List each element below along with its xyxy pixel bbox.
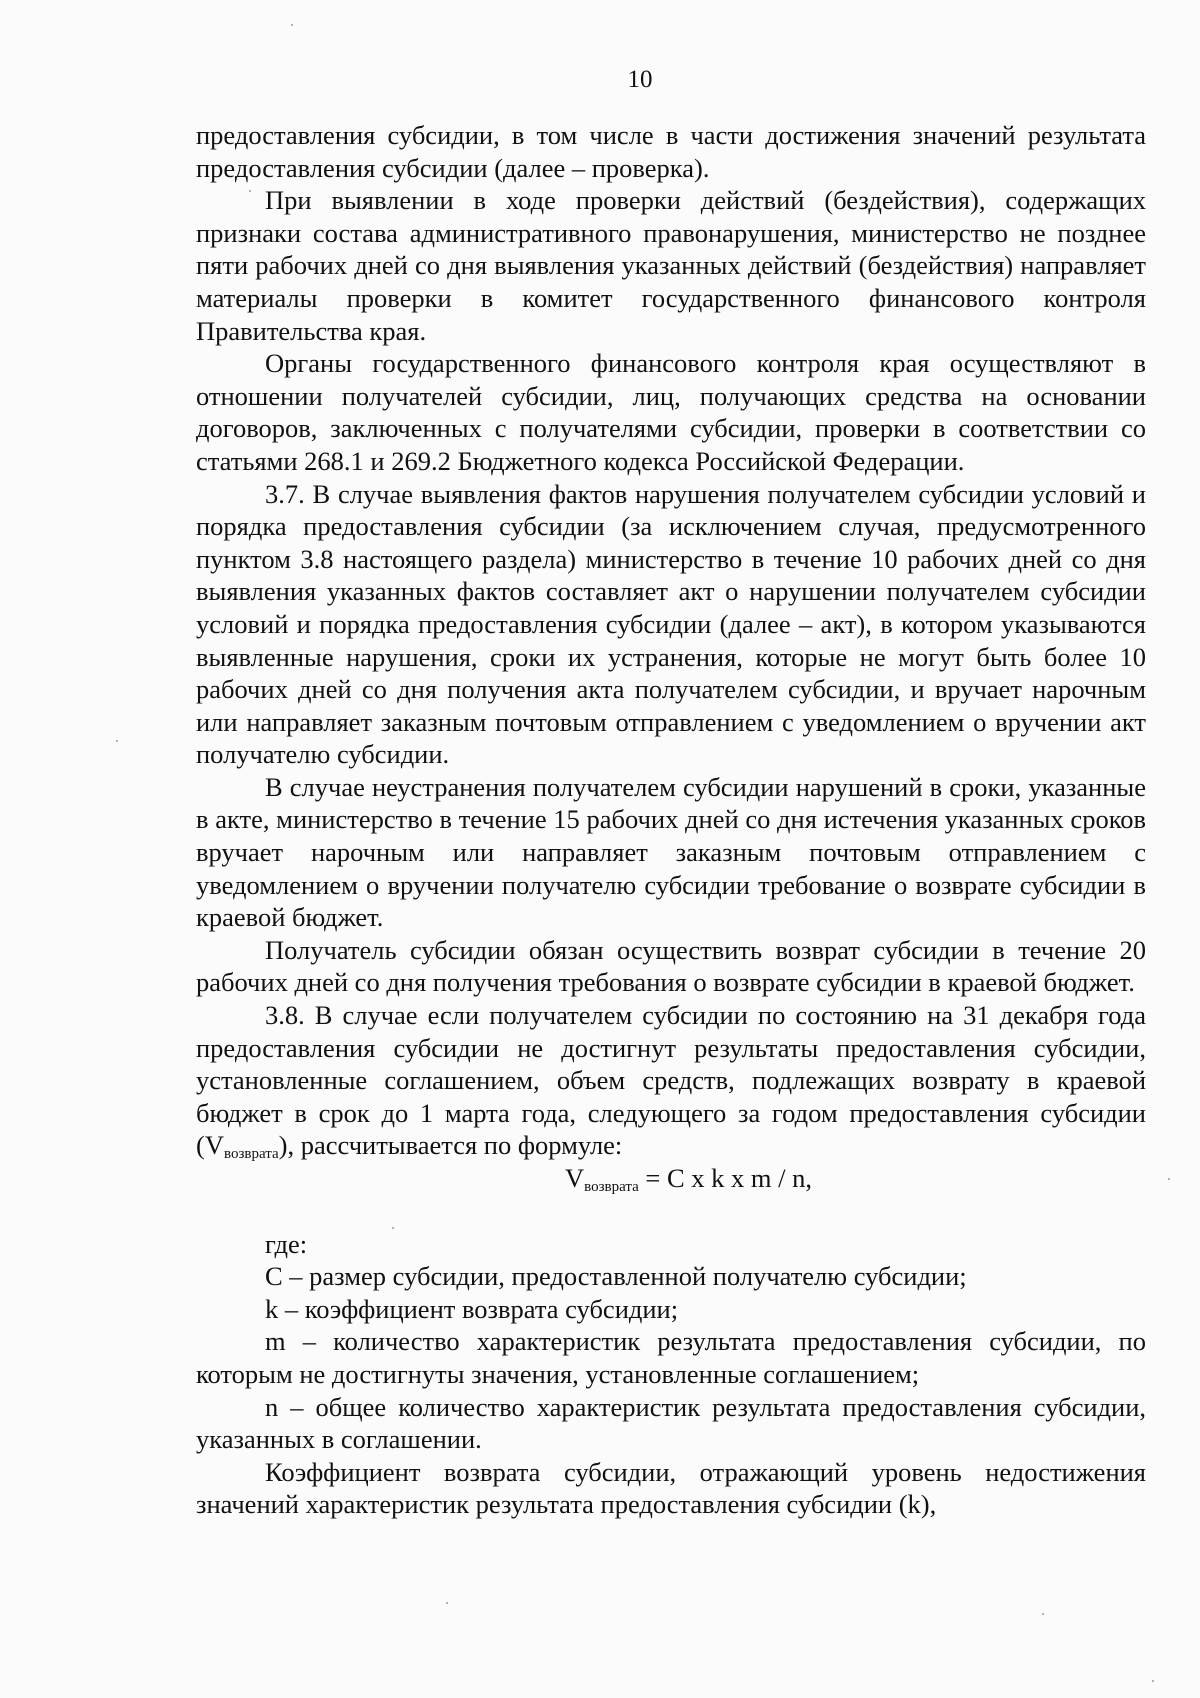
page-number: 10	[627, 66, 653, 93]
scan-speck	[249, 190, 251, 192]
scan-speck	[1152, 1680, 1154, 1682]
paragraph-3-8-subscript: возврата	[223, 1146, 279, 1163]
document-body	[196, 119, 1146, 1521]
formula-expression: = C x k x m / n,	[638, 1163, 813, 1193]
legend-k: k – коэффициент возврата субсидии;	[265, 1293, 679, 1324]
paragraph-financial-control: Органы государственного финансового контроля края осуществляют в отношении получателей субсидии, лиц, получающих средства на основании договоров, заключенных с получателями субсидии, проверки в соответствии со статьями 268.1 и 269.2 Бюджетного кодекса Российской Федерации.	[196, 348, 1146, 476]
paragraph-3-8-text-after: ), рассчитывается по формуле:	[278, 1130, 623, 1161]
refund-formula	[196, 1162, 1146, 1195]
legend-c: C – размер субсидии, предоставленной получателю субсидии;	[265, 1261, 967, 1292]
legend-where: где:	[265, 1228, 308, 1259]
paragraph-verification-end: предоставления субсидии, в том числе в части достижения значений результата предоставления субсидии (далее – проверка).	[196, 120, 1146, 183]
legend-m: m – количество характеристик результата предоставления субсидии, по которым не достигнуты значения, установленные соглашением;	[196, 1326, 1146, 1389]
paragraph-administrative-offense: При выявлении в ходе проверки действий (бездействия), содержащих признаки состава административного правонарушения, министерство не позднее пяти рабочих дней со дня выявления указанных действий (бездействия) направляет материалы проверки в комитет государственного финансового контроля Правительства края.	[196, 185, 1146, 346]
scan-speck	[446, 1602, 448, 1604]
paragraph-refund-demand: В случае неустранения получателем субсидии нарушений в сроки, указанные в акте, министерство в течение 15 рабочих дней со дня истечения указанных сроков вручает нарочным или направляет заказным почтовым отправлением с уведомлением о вручении получателю субсидии требование о возврате субсидии в краевой бюджет.	[196, 771, 1146, 933]
scan-speck	[116, 740, 118, 742]
paragraph-3-8-refund-volume	[196, 999, 1146, 1162]
paragraph-3-7-violation-act: 3.7. В случае выявления фактов нарушения получателем субсидии условий и порядка предоставления субсидии (за исключением случая, предусмотренного пунктом 3.8 настоящего раздела) министерство в течение 10 рабочих дней со дня выявления указанных фактов составляет акт о нарушении получателем субсидии условий и порядка предоставления субсидии (далее – акт), в котором указываются выявленные нарушения, сроки их устранения, которые не могут быть более 10 рабочих дней со дня получения акта получателем субсидии, и вручает нарочным или направляет заказным почтовым отправлением с уведомлением о вручении акт получателю субсидии.	[196, 478, 1146, 770]
scan-speck	[1042, 1613, 1044, 1615]
legend-n: n – общее количество характеристик результата предоставления субсидии, указанных в соглашении.	[196, 1391, 1146, 1455]
paragraph-refund-coefficient: Коэффициент возврата субсидии, отражающий уровень недостижения значений характеристик результата предоставления субсидии (k),	[196, 1456, 1146, 1520]
paragraph-3-8-text-before: 3.8. В случае если получателем субсидии по состоянию на 31 декабря года предоставления субсидии не достигнут результаты предоставления субсидии, установленные соглашением, объем средств, подлежащих возврату в краевой бюджет в срок до 1 марта года, следующего за годом предоставления субсидии (V	[196, 1000, 1146, 1161]
paragraph-refund-obligation: Получатель субсидии обязан осуществить возврат субсидии в течение 20 рабочих дней со дня получения требования о возврате субсидии в краевой бюджет.	[196, 934, 1146, 998]
scan-speck	[392, 1227, 394, 1229]
formula-subscript: возврата	[584, 1179, 639, 1195]
scan-speck	[291, 24, 293, 26]
scan-speck	[1168, 1178, 1170, 1180]
formula-spacer	[196, 1195, 1146, 1228]
formula-symbol: V	[565, 1163, 585, 1193]
